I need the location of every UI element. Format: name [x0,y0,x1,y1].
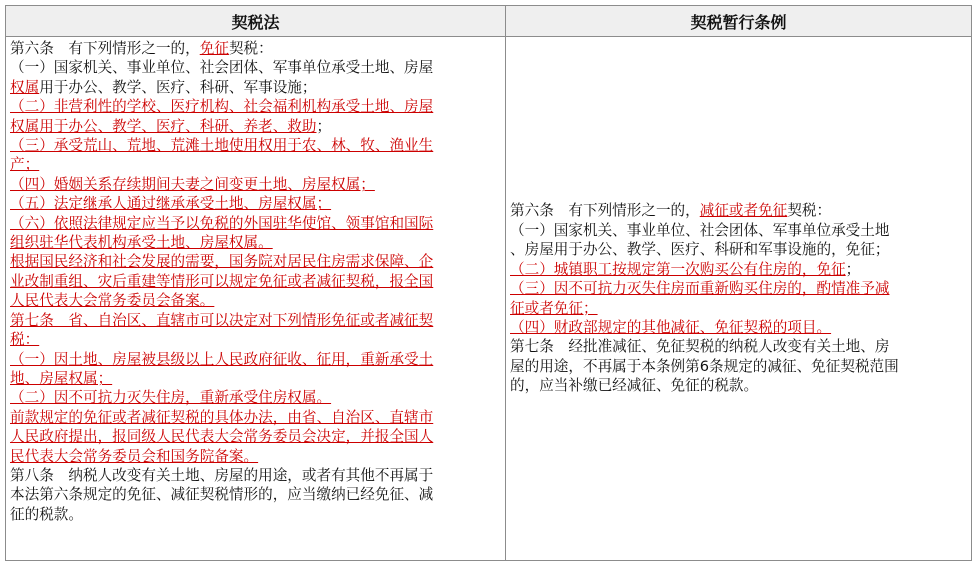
text-line [10,369,503,388]
amended-text: （三）因不可抗力灭失住房而重新购买住房的，酌情准予减 [510,280,890,298]
amended-text: 减征或者免征 [699,202,788,220]
text-segment: 契税： [228,40,273,57]
text-segment: 第八条 纳税人改变有关土地、房屋的用途，或者有其他不再属于 [10,466,434,484]
text-line [10,311,503,330]
amended-text: 权属 [10,78,40,96]
amended-text: （四）财政部规定的其他减征、免征契税的项目。 [510,318,832,336]
text-segment: ； [316,117,332,135]
amended-text: 第七条 省、自治区、直辖市可以决定对下列情形免征或者减征契 [10,311,434,329]
text-line [10,155,503,174]
text-segment: 屋的用途，不再属于本条例第6条规定的减征、免征契税范围 [510,357,899,375]
text-line [510,299,969,318]
text-segment: 、房屋用于办公、教学、医疗、科研和军事设施的，免征； [510,241,890,259]
amended-text: （三）承受荒山、荒地、荒滩土地使用权用于农、林、牧、渔业生 [10,137,434,155]
text-line [10,97,503,116]
text-line [10,39,503,58]
deed-tax-regulations-text [506,201,971,395]
deed-tax-law-text [6,37,505,524]
amended-text: 根据国民经济和社会发展的需要，国务院对居民住房需求保障、企 [10,253,434,271]
text-line [10,505,503,524]
amended-text: 征或者免征； [510,299,598,317]
amended-text: 民代表大会常务委员会和国务院备案。 [10,447,259,465]
text-line [10,291,503,310]
header-right: 契税暂行条例 [506,6,972,37]
text-segment: 契税： [787,202,832,220]
text-line [10,214,503,233]
text-line [510,318,969,337]
amended-text: 人民政府提出，报同级人民代表大会常务委员会决定，并报全国人 [10,428,434,446]
amended-text: （四）婚姻关系存续期间夫妻之间变更土地、房屋权属； [10,175,375,193]
amended-text: 前款规定的免征或者减征契税的具体办法，由省、自治区、直辖市 [10,408,434,426]
text-line [510,221,969,240]
text-line [510,201,969,220]
text-line [10,175,503,194]
header-row [6,6,972,37]
text-segment: 的，应当补缴已经减征、免征的税款。 [510,377,759,395]
text-segment: 征的税款。 [10,505,83,523]
text-segment: （一）国家机关、事业单位、社会团体、军事单位承受土地、房屋 [10,59,434,77]
amended-text: 人民代表大会常务委员会备案。 [10,292,215,310]
text-line [510,376,969,395]
text-line [10,136,503,155]
amended-text: 地、房屋权属； [10,369,113,387]
text-line [10,408,503,427]
amended-text: （二）非营利性的学校、医疗机构、社会福利机构承受土地、房屋 [10,98,434,116]
text-line [510,279,969,298]
text-line [10,194,503,213]
text-line [10,447,503,466]
text-line [10,233,503,252]
amended-text: （二）城镇职工按规定第一次购买公有住房的，免征 [510,260,846,278]
deed-tax-interim-regulations-cell [506,37,972,561]
text-line [510,357,969,376]
amended-text: 产； [10,156,40,174]
amended-text: （二）因不可抗力灭失住房，重新承受住房权属。 [10,389,332,407]
text-segment: 用于办公、教学、医疗、科研、军事设施； [39,78,317,96]
text-segment: 第七条 经批准减征、免征契税的纳税人改变有关土地、房 [510,338,890,356]
text-line [10,485,503,504]
text-line [510,260,969,279]
text-segment: 第六条 有下列情形之一的， [510,202,700,220]
amended-text: 权属用于办公、教学、医疗、科研、养老、救助 [10,117,317,135]
text-segment: （一）国家机关、事业单位、社会团体、军事单位承受土地 [510,221,890,239]
text-line [10,117,503,136]
amended-text: 免征 [199,40,229,57]
text-line [10,330,503,349]
text-segment: 本法第六条规定的免征、减征契税情形的，应当缴纳已经免征、减 [10,486,434,504]
text-line [10,78,503,97]
text-line [10,272,503,291]
amended-text: 业改制重组、灾后重建等情形可以规定免征或者减征契税，报全国 [10,272,434,290]
text-line [10,350,503,369]
header-left: 契税法 [6,6,506,37]
comparison-table [5,5,972,561]
text-line [10,388,503,407]
text-line [10,58,503,77]
amended-text: （六）依照法律规定应当予以免税的外国驻华使馆、领事馆和国际 [10,214,434,232]
amended-text: 税： [10,331,40,349]
text-line [10,252,503,271]
content-row [6,37,972,561]
amended-text: （一）因土地、房屋被县级以上人民政府征收、征用，重新承受土 [10,350,434,368]
deed-tax-law-cell [6,37,506,561]
text-line [10,466,503,485]
text-line [510,240,969,259]
text-line [510,337,969,356]
text-segment: 第六条 有下列情形之一的， [10,40,200,57]
amended-text: 组织驻华代表机构承受土地、房屋权属。 [10,234,273,252]
text-line [10,427,503,446]
text-segment: ； [845,260,861,278]
amended-text: （五）法定继承人通过继承承受土地、房屋权属； [10,195,332,213]
